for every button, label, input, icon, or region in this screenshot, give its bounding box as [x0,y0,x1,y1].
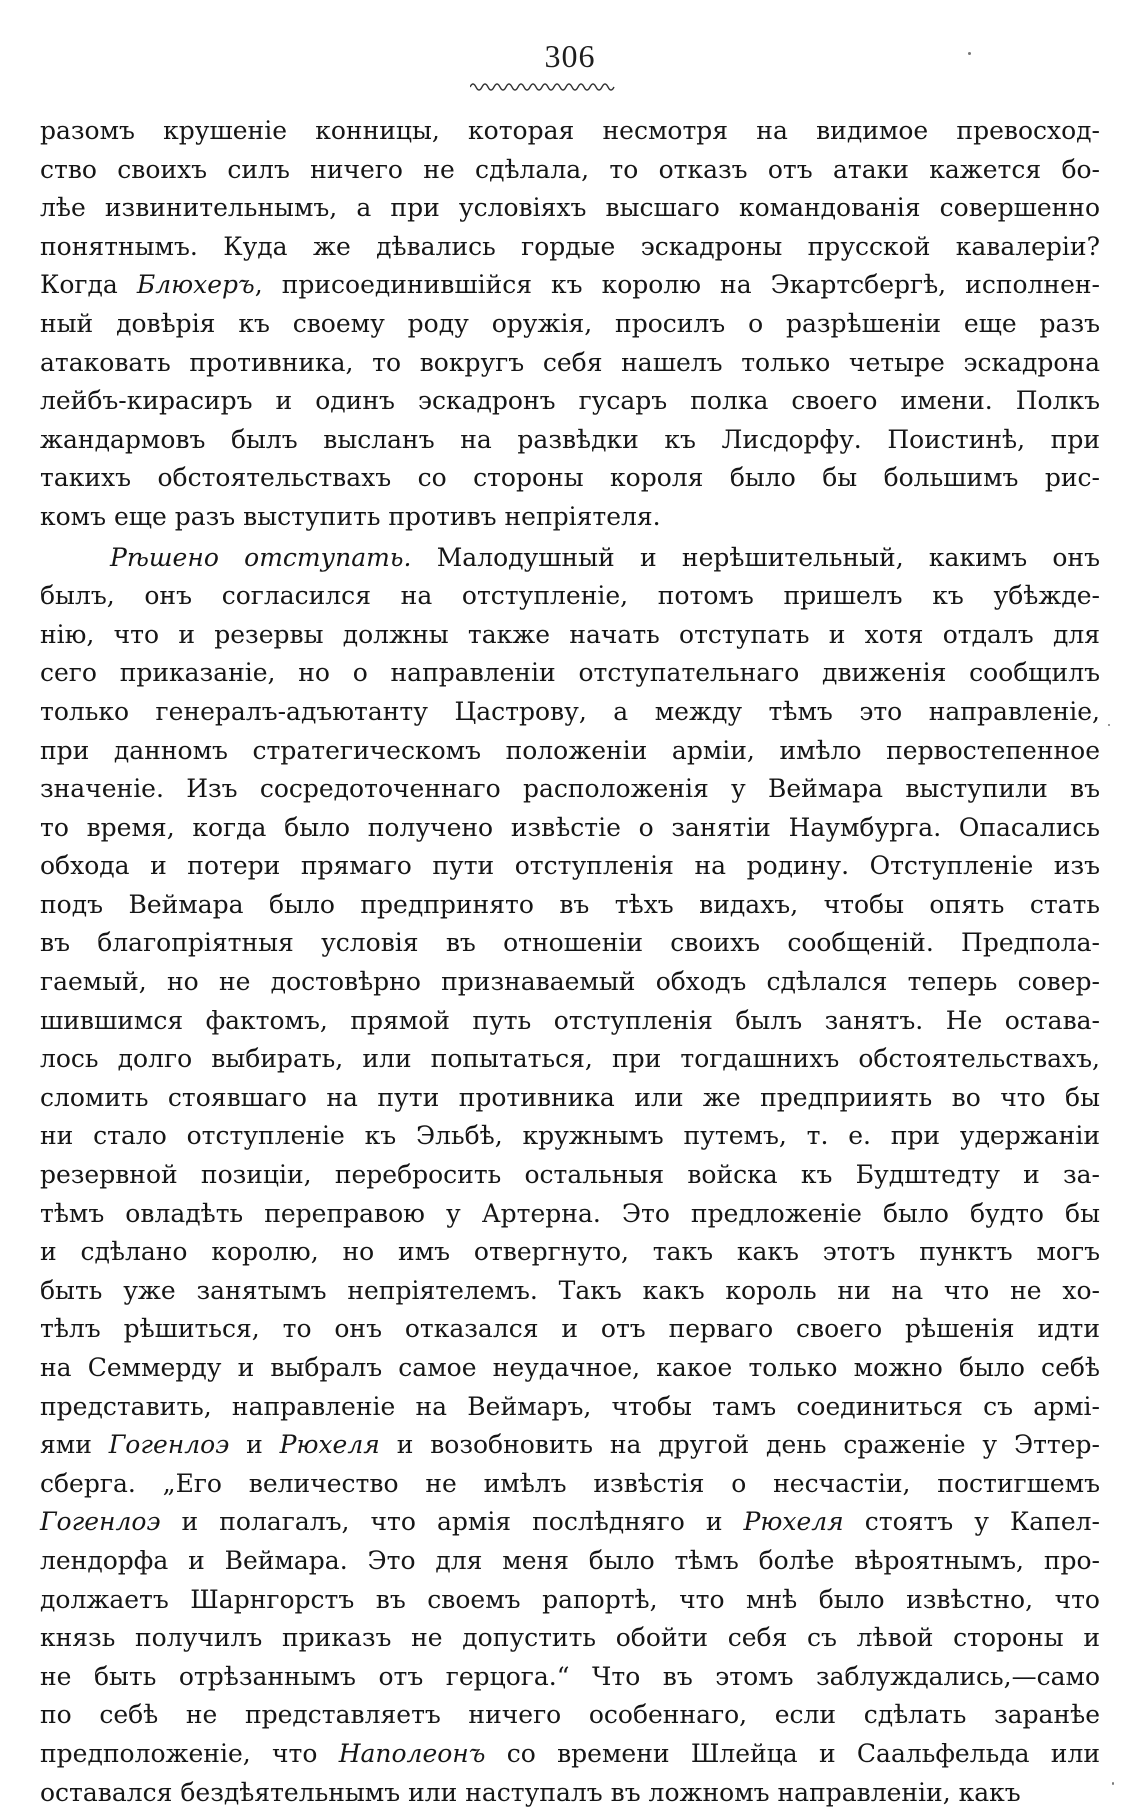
text-line [40,1542,1100,1581]
text-span: лейбъ-кирасиръ и одинъ эскадронъ гусаръ полка своего имени. Полкъ [40,386,1100,416]
text-span: комъ еще разъ выступить противъ непріятеля. [40,501,661,531]
text-line [40,228,1100,267]
italic-text: Гогенлоэ [108,1430,230,1460]
text-line [40,1002,1100,1041]
text-span: подъ Веймара было предпринято въ тѣхъ видахъ, чтобы опять стать [40,889,1100,919]
text-line [40,1195,1100,1234]
text-line [40,498,1100,537]
wavy-ornament-rule [470,78,618,92]
text-span: быть уже занятымъ непріятелемъ. Такъ какъ король ни на что не хо- [40,1275,1100,1305]
text-line [40,305,1100,344]
text-span: сего приказаніе, но о направленіи отступательнаго движенія сообщилъ [40,658,1100,688]
text-span: при данномъ стратегическомъ положеніи арміи, имѣло первостепенное [40,735,1100,765]
text-line [40,1040,1100,1079]
text-span: лендорфа и Веймара. Это для меня было тѣмъ болѣе вѣроятнымъ, про- [40,1545,1100,1575]
text-line [40,1349,1100,1388]
text-span: жандармовъ былъ высланъ на развѣдки къ Лисдорфу. Поистинѣ, при [40,424,1100,454]
text-span: и [229,1430,280,1460]
text-line [40,1774,1100,1813]
text-span: по себѣ не представляетъ ничего особеннаго, если сдѣлать заранѣе [40,1700,1100,1730]
text-span: значеніе. Изъ сосредоточеннаго расположенія у Веймара выступили въ [40,774,1100,804]
text-span: такихъ обстоятельствахъ со стороны короля было бы большимъ рис- [40,463,1100,493]
italic-text: Рѣшено отступать. [110,542,412,572]
italic-text: Рюхеля [279,1430,380,1460]
text-line [40,1619,1100,1658]
text-line [40,1156,1100,1195]
text-span: стоятъ у Капел- [843,1507,1101,1537]
text-line [40,847,1100,886]
scan-speck [1112,1782,1114,1785]
italic-text: Блюхеръ [136,270,255,300]
text-line [40,459,1100,498]
text-span: и сдѣлано королю, но имъ отвергнуто, такъ какъ этотъ пунктъ могъ [40,1237,1100,1267]
text-span: ни стало отступленіе къ Эльбѣ, кружнымъ путемъ, т. е. при удержаніи [40,1121,1100,1151]
text-line [40,112,1100,151]
text-span: на Семмерду и выбралъ самое неудачное, какое только можно было себѣ [40,1353,1100,1382]
text-line [40,1233,1100,1272]
text-span: Малодушный и нерѣшительный, какимъ онъ [411,542,1101,572]
text-span: былъ, онъ согласился на отступленіе, потомъ пришелъ къ убѣжде- [40,581,1100,611]
text-span: ный довѣрія къ своему роду оружія, просилъ о разрѣшеніи еще разъ [40,308,1100,338]
text-line [40,1272,1100,1311]
text-span: шившимся фактомъ, прямой путь отступленія былъ занятъ. Не остава- [40,1005,1100,1035]
text-line [40,344,1100,383]
text-span: разомъ крушеніе конницы, которая несмотря на видимое превосход- [40,116,1100,145]
text-span: лось долго выбирать, или попытаться, при тогдашнихъ обстоятельствахъ, [40,1044,1100,1074]
text-span: тѣлъ рѣшиться, то онъ отказался и отъ перваго своего рѣшенія идти [40,1314,1100,1344]
text-line [40,1503,1100,1542]
text-span: должаетъ Шарнгорстъ въ своемъ рапортѣ, что мнѣ было извѣстно, что [40,1584,1100,1614]
text-span: и возобновить на другой день сраженіе у Эттер- [379,1430,1100,1460]
text-line [40,189,1100,228]
italic-text: Гогенлоэ [40,1507,161,1537]
text-line [40,1658,1100,1697]
text-line [40,1465,1100,1504]
text-span: понятнымъ. Куда же дѣвались гордые эскадроны прусской кавалеріи? [40,231,1100,261]
text-line [40,1735,1100,1774]
text-line [40,693,1100,732]
text-span: обхода и потери прямаго пути отступленія на родину. Отступленіе изъ [40,851,1100,881]
text-line [40,1696,1100,1735]
text-line [40,654,1100,693]
text-line [40,382,1100,421]
text-span: и полагалъ, что армія послѣдняго и [160,1507,744,1537]
text-span: , присоединившійся къ королю на Экартсбергѣ, исполнен- [254,270,1100,300]
text-span: князь получилъ приказъ не допустить обойти себя съ лѣвой стороны и [40,1623,1100,1653]
italic-text: Наполеонъ [338,1738,486,1768]
text-span: то время, когда было получено извѣстіе о занятіи Наумбурга. Опасались [40,812,1100,842]
text-line [40,1117,1100,1156]
text-line [40,266,1100,305]
text-line [40,924,1100,963]
italic-text: Рюхеля [743,1507,844,1537]
text-line [40,616,1100,655]
text-line [40,1581,1100,1620]
text-line [40,732,1100,771]
text-span: тѣмъ овладѣть переправою у Артерна. Это предложеніе было будто бы [40,1198,1100,1228]
text-line [40,577,1100,616]
page-number: 306 [544,38,596,74]
text-line [40,151,1100,190]
text-line [40,963,1100,1002]
text-span: ство своихъ силъ ничего не сдѣлала, то отказъ отъ атаки кажется бо- [40,154,1100,184]
text-span: сберга. „Его величество не имѣлъ извѣстія о несчастіи, постигшемъ [40,1468,1100,1498]
text-span: въ благопріятныя условія въ отношеніи своихъ сообщеній. Предпола- [40,928,1100,958]
body-text [40,112,1100,1812]
text-span: сломить стоявшаго на пути противника или же предприиять во что бы [40,1082,1100,1112]
text-line [40,539,1100,578]
scan-speck [1108,724,1110,726]
text-span: нію, что и резервы должны также начать отступать и хотя отдалъ для [40,619,1100,649]
text-span: только генералъ-адъютанту Цастрову, а между тѣмъ это направленіе, [40,696,1100,726]
text-line [40,421,1100,460]
text-line [40,1388,1100,1427]
text-span: ями [40,1430,109,1460]
text-span: оставался бездѣятельнымъ или наступалъ въ ложномъ направленіи, какъ [40,1777,1021,1807]
text-line [40,770,1100,809]
text-line [40,1310,1100,1349]
text-span: лѣе извинительнымъ, а при условіяхъ высшаго командованія совершенно [40,193,1100,223]
text-span: Когда [40,270,137,300]
text-line [40,1426,1100,1465]
text-span: представить, направленіе на Веймаръ, чтобы тамъ соединиться съ армі- [40,1391,1100,1421]
text-span: гаемый, но не достовѣрно признаваемый обходъ сдѣлался теперь совер- [40,967,1100,997]
text-span: не быть отрѣзаннымъ отъ герцога.“ Что въ этомъ заблуждались,—само [40,1661,1100,1691]
text-line [40,809,1100,848]
text-span: со времени Шлейца и Саальфельда или [485,1738,1100,1768]
text-span: атаковать противника, то вокругъ себя нашелъ только четыре эскадрона [40,347,1100,377]
text-line [40,886,1100,925]
text-line [40,1079,1100,1118]
text-span: предположеніе, что [40,1738,339,1768]
text-span: резервной позиціи, перебросить остальныя войска къ Будштедту и за- [40,1160,1100,1190]
scan-speck [968,52,971,55]
